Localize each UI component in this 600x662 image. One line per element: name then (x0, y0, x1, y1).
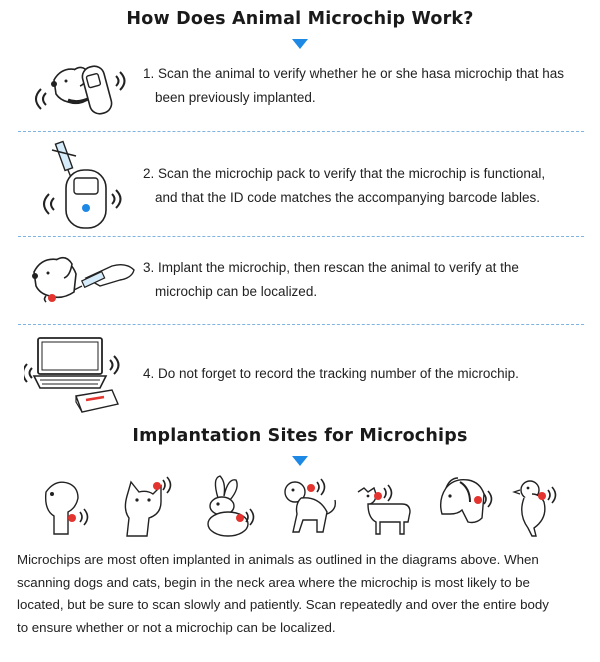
dog-icon (38, 474, 98, 540)
divider (18, 131, 584, 132)
step-2-line-2: and that the ID code matches the accompanying barcode lables. (155, 190, 540, 205)
animal-row (0, 474, 600, 544)
laptop-record-icon (24, 330, 134, 422)
scanner-syringe-icon (24, 136, 134, 232)
step-2-line-1: 2. Scan the microchip pack to verify that the microchip is functional, (143, 166, 546, 181)
dog-scanner-icon (24, 48, 134, 128)
cow-icon (354, 474, 420, 540)
step-1 (0, 48, 600, 128)
cat-icon (117, 474, 179, 540)
divider (18, 236, 584, 237)
divider (18, 324, 584, 325)
step-1-line-1: 1. Scan the animal to verify whether he or she hasa microchip that has (143, 66, 564, 81)
horse-icon (432, 474, 496, 540)
down-arrow-icon (292, 456, 308, 466)
step-4 (0, 330, 600, 422)
monkey-icon (275, 474, 341, 540)
paragraph-line: scanning dogs and cats, begin in the neck area where the microchip is most likely to be (17, 574, 530, 590)
paragraph-line: Microchips are most often implanted in animals as outlined in the diagrams above. When (17, 552, 539, 567)
rabbit-icon (196, 474, 260, 540)
step-2 (0, 136, 600, 232)
dog-implant-icon (24, 242, 144, 322)
step-3-line-2: microchip can be localized. (155, 284, 318, 299)
step-3 (0, 242, 600, 322)
section-title: Implantation Sites for Microchips (132, 426, 468, 446)
description-paragraph (17, 549, 587, 639)
step-3-line-1: 3. Implant the microchip, then rescan the animal to verify at the (143, 260, 519, 275)
paragraph-line: located, but be sure to scan slowly and patiently. Scan repeatedly and over the entire body (17, 597, 549, 612)
bird-icon (512, 474, 566, 540)
step-4-line-1: 4. Do not forget to record the tracking number of the microchip. (143, 366, 519, 381)
page-title: How Does Animal Microchip Work? (126, 9, 474, 29)
paragraph-line: to ensure whether or not a microchip can be localized. (17, 619, 336, 635)
step-1-line-2: been previously implanted. (155, 90, 316, 105)
